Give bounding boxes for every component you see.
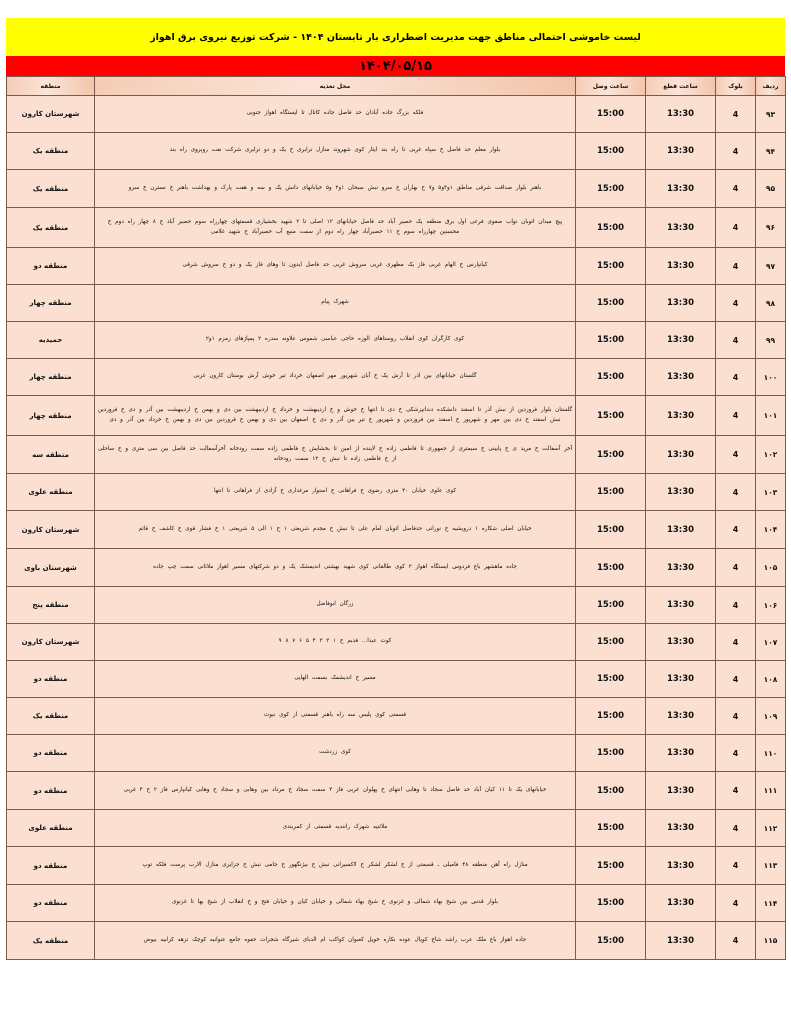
cell-block: 4 — [716, 810, 756, 847]
cell-off-time: 13:30 — [646, 96, 716, 133]
cell-radif: ۹۹ — [756, 322, 786, 359]
cell-place: مسیر خ اندیشمک بسمت الهایی — [95, 661, 576, 698]
table-row — [7, 587, 786, 624]
cell-region: منطقه یک — [7, 208, 95, 248]
cell-on-time: 15:00 — [576, 624, 646, 661]
schedule-date: ۱۴۰۴/۰۵/۱۵ — [359, 58, 432, 74]
cell-radif: ۱۰۵ — [756, 549, 786, 587]
cell-place: کوی علوی خیابان ۴۰ متری رضوی خ فراهانی خ استوار مرغداری خ آزادی از فراهانی تا انتها — [95, 474, 576, 511]
table-body — [7, 96, 786, 960]
header-radif: ردیف — [756, 77, 786, 96]
cell-region: منطقه دو — [7, 885, 95, 922]
cell-place: کوت عبدا... قدیم خ ۱ ۲ ۳ ۴ ۵ ۶ ۷ ۸ ۹ — [95, 624, 576, 661]
cell-region: منطقه دو — [7, 248, 95, 285]
cell-region: منطقه دو — [7, 847, 95, 885]
cell-off-time: 13:30 — [646, 772, 716, 810]
cell-place: خیابانهای یک تا ۱۱ کیان آباد حد فاصل سجاد تا وهابی انتهای خ پهلوان غربی فاز ۳ سمت سجاد خ مرداد بین وهابی و سجاد خ وهابی کیانپارس فاز ۲ خ ۴ غربی — [95, 772, 576, 810]
table-row — [7, 624, 786, 661]
header-on-time: ساعت وصل — [576, 77, 646, 96]
cell-radif: ۱۰۴ — [756, 511, 786, 549]
cell-radif: ۱۰۲ — [756, 436, 786, 474]
cell-block: 4 — [716, 208, 756, 248]
cell-off-time: 13:30 — [646, 885, 716, 922]
cell-off-time: 13:30 — [646, 359, 716, 396]
page-title: لیست خاموشی احتمالی مناطق جهت مدیریت اضطراری بار تابستان ۱۴۰۴ - شرکت توزیع نیروی برق اهواز — [150, 31, 641, 43]
table-row — [7, 735, 786, 772]
cell-radif: ۱۰۶ — [756, 587, 786, 624]
cell-region: منطقه دو — [7, 772, 95, 810]
cell-radif: ۹۸ — [756, 285, 786, 322]
cell-block: 4 — [716, 772, 756, 810]
title-banner — [6, 18, 785, 56]
cell-on-time: 15:00 — [576, 847, 646, 885]
cell-place: زرگان ابوفاضل — [95, 587, 576, 624]
cell-region: منطقه یک — [7, 170, 95, 208]
cell-block: 4 — [716, 474, 756, 511]
cell-place: ملاثنیه شهرک رانندیه قسمتی از کمربندی — [95, 810, 576, 847]
cell-off-time: 13:30 — [646, 208, 716, 248]
cell-radif: ۱۰۷ — [756, 624, 786, 661]
cell-on-time: 15:00 — [576, 810, 646, 847]
cell-radif: ۱۱۵ — [756, 922, 786, 960]
cell-block: 4 — [716, 285, 756, 322]
table-row — [7, 322, 786, 359]
cell-region: منطقه سه — [7, 436, 95, 474]
cell-on-time: 15:00 — [576, 208, 646, 248]
cell-region: منطقه چهار — [7, 285, 95, 322]
cell-place: کوی زردشت — [95, 735, 576, 772]
cell-block: 4 — [716, 511, 756, 549]
table-row — [7, 661, 786, 698]
header-place: محل تغذیه — [95, 77, 576, 96]
cell-off-time: 13:30 — [646, 133, 716, 170]
cell-on-time: 15:00 — [576, 885, 646, 922]
cell-on-time: 15:00 — [576, 359, 646, 396]
cell-place: بلوار معلم حد فاصل خ سپاه غربی تا راه بند ایثار کوی شهروند منازل ترابری خ یک و دو ترابری شرکت نفت روبروی راه بند — [95, 133, 576, 170]
cell-block: 4 — [716, 922, 756, 960]
cell-block: 4 — [716, 170, 756, 208]
cell-radif: ۹۴ — [756, 133, 786, 170]
cell-radif: ۱۰۳ — [756, 474, 786, 511]
cell-block: 4 — [716, 847, 756, 885]
cell-region: منطقه دو — [7, 661, 95, 698]
cell-radif: ۱۰۸ — [756, 661, 786, 698]
cell-on-time: 15:00 — [576, 922, 646, 960]
cell-place: منازل راه آهن منطقه ۴۸ فامیلی ـ قسمتی از خ لشکر لشکر خ لاکسیرانی نبش خ بیژنگهور خ جامی نبش خ جزایری منازل الارب پرست فلکه توپ — [95, 847, 576, 885]
cell-place: قسمتی کوی پلیس سه راه باهنر قسمتی از کوی نبوت — [95, 698, 576, 735]
table-row — [7, 511, 786, 549]
cell-block: 4 — [716, 248, 756, 285]
cell-block: 4 — [716, 587, 756, 624]
table-row — [7, 847, 786, 885]
cell-place: کیانپارس خ الهام غربی فاز یک مطهری غربی سروش غربی حد فاصل ایدون تا وهای فاز یک و دو خ سروش شرقی — [95, 248, 576, 285]
cell-radif: ۱۰۰ — [756, 359, 786, 396]
cell-off-time: 13:30 — [646, 170, 716, 208]
cell-block: 4 — [716, 549, 756, 587]
cell-radif: ۱۱۴ — [756, 885, 786, 922]
cell-place: جاده ماهشهر باغ فردوس ایستگاه اهواز ۲ کوی طالقانی کوی شهید بهشتی اندیمشک یک و دو شرکتهای مسیر اهواز ملاثانی سمت چپ جاده — [95, 549, 576, 587]
cell-block: 4 — [716, 436, 756, 474]
cell-off-time: 13:30 — [646, 922, 716, 960]
table-row — [7, 885, 786, 922]
cell-region: منطقه یک — [7, 922, 95, 960]
cell-radif: ۹۵ — [756, 170, 786, 208]
cell-block: 4 — [716, 133, 756, 170]
cell-radif: ۱۱۲ — [756, 810, 786, 847]
cell-off-time: 13:30 — [646, 322, 716, 359]
cell-on-time: 15:00 — [576, 396, 646, 436]
cell-off-time: 13:30 — [646, 661, 716, 698]
table-row — [7, 436, 786, 474]
cell-block: 4 — [716, 885, 756, 922]
cell-radif: ۱۰۹ — [756, 698, 786, 735]
cell-region: منطقه چهار — [7, 396, 95, 436]
header-region: منطقه — [7, 77, 95, 96]
cell-region: منطقه دو — [7, 735, 95, 772]
cell-radif: ۱۰۱ — [756, 396, 786, 436]
cell-off-time: 13:30 — [646, 436, 716, 474]
cell-place: شهرک پیام — [95, 285, 576, 322]
cell-block: 4 — [716, 96, 756, 133]
cell-region: شهرستان کارون — [7, 511, 95, 549]
cell-off-time: 13:30 — [646, 549, 716, 587]
outage-table — [6, 76, 786, 960]
cell-off-time: 13:30 — [646, 624, 716, 661]
cell-place: کوی کارگران کوی انقلاب روستاهای الوزه حاجی عباسی شموس علاونه سدره ۲ پمپاژهای زمزم ۱و۲ — [95, 322, 576, 359]
cell-radif: ۱۱۰ — [756, 735, 786, 772]
table-row — [7, 133, 786, 170]
table-row — [7, 170, 786, 208]
cell-region: حمیدیه — [7, 322, 95, 359]
cell-place: پیچ میدان اتوبان نواب صفوی فرعی اول برق منطقه یک حصیر آباد حد فاصل خیابانهای ۱۲ اصلی تا ۲ شهید بخشیاری قسمتهای چهارراه سوم حصیر آباد خ ۸ چهار راه دوم خ محسنین چهارراه سوم خ ۱۱ حصیرآباد چهار راه دوم از سمت منبع آب حصیرآباد خ شهید غلامی — [95, 208, 576, 248]
cell-region: منطقه یک — [7, 698, 95, 735]
cell-off-time: 13:30 — [646, 396, 716, 436]
cell-on-time: 15:00 — [576, 735, 646, 772]
cell-block: 4 — [716, 661, 756, 698]
cell-block: 4 — [716, 624, 756, 661]
table-row — [7, 698, 786, 735]
cell-radif: ۹۳ — [756, 96, 786, 133]
cell-region: منطقه پنج — [7, 587, 95, 624]
cell-on-time: 15:00 — [576, 511, 646, 549]
cell-on-time: 15:00 — [576, 285, 646, 322]
cell-place: آخر آسفالت خ مرید ی خ پایینی خ سیمتری از جمهوری تا فاطمی زاده خ لاینده از امین تا بخشایش خ فاطمی زاده سمت رودخانه آخرآسفالت حد فاصل بین سی متری و خ ساحلی از خ فاطمی زاده تا نبش خ ۱۲ سمت رودخانه — [95, 436, 576, 474]
table-header-row — [7, 77, 786, 96]
cell-place: بلوار قدس بین شیخ بهاء شمالی و غزنوی خ شیخ بهاء شمالی و خیابان کیان و خیابان فتح و خ انقلاب از شیخ بها تا غزنوی — [95, 885, 576, 922]
table-row — [7, 396, 786, 436]
cell-on-time: 15:00 — [576, 474, 646, 511]
cell-on-time: 15:00 — [576, 549, 646, 587]
cell-off-time: 13:30 — [646, 474, 716, 511]
cell-on-time: 15:00 — [576, 772, 646, 810]
cell-off-time: 13:30 — [646, 587, 716, 624]
table-row — [7, 810, 786, 847]
header-off-time: ساعت قطع — [646, 77, 716, 96]
cell-radif: ۱۱۳ — [756, 847, 786, 885]
table-row — [7, 248, 786, 285]
cell-region: شهرستان کارون — [7, 624, 95, 661]
cell-block: 4 — [716, 735, 756, 772]
cell-on-time: 15:00 — [576, 587, 646, 624]
cell-place: جاده اهواز باغ ملک عرب راشد شاخ کوپال عوده نکاره خویل کعبوان کواکب ام الدبای شیرگاه شجرات حفوه جامع عنوانیه کوچک نزهه کرابیه بیوض — [95, 922, 576, 960]
cell-place: باهنر بلوار صداقت شرقی مناطق ۱و۳و۵ و۷ خ بهاران خ سرو نبش سبحان ۱و۲ و۵ خیابانهای دانش یک و سه و هفت پارک و بهداشت باهنر خ نسترن خ سرو — [95, 170, 576, 208]
cell-block: 4 — [716, 359, 756, 396]
table-row — [7, 474, 786, 511]
cell-on-time: 15:00 — [576, 322, 646, 359]
cell-region: منطقه یک — [7, 133, 95, 170]
cell-on-time: 15:00 — [576, 248, 646, 285]
cell-off-time: 13:30 — [646, 511, 716, 549]
cell-region: منطقه علوی — [7, 810, 95, 847]
cell-on-time: 15:00 — [576, 96, 646, 133]
table-row — [7, 549, 786, 587]
cell-off-time: 13:30 — [646, 847, 716, 885]
cell-region: منطقه چهار — [7, 359, 95, 396]
cell-on-time: 15:00 — [576, 698, 646, 735]
cell-off-time: 13:30 — [646, 248, 716, 285]
cell-block: 4 — [716, 322, 756, 359]
cell-place: گلستان بلوار فروردین از نبش آذر تا اسفند دانشکده دندانپزشکی خ دی تا انتها خ خوش و خ اردیبهشت و خرداد خ اردیبهشت بین دی و بهمن خ اردیبهشت بین آذر و دی خ فروردین نبش اسفند خ دی بین مهر و شهریور خ اسفند بین فروردین و شهریور خ تیر بین آذر و دی خ اصفهان بین دی و بهمن خ فروردین بین دی و بهمن خ خرداد بین آذر و دی — [95, 396, 576, 436]
cell-on-time: 15:00 — [576, 133, 646, 170]
cell-on-time: 15:00 — [576, 170, 646, 208]
cell-radif: ۹۶ — [756, 208, 786, 248]
cell-off-time: 13:30 — [646, 285, 716, 322]
table-row — [7, 285, 786, 322]
cell-radif: ۱۱۱ — [756, 772, 786, 810]
cell-region: شهرستان باوی — [7, 549, 95, 587]
cell-block: 4 — [716, 396, 756, 436]
table-row — [7, 359, 786, 396]
cell-off-time: 13:30 — [646, 698, 716, 735]
table-row — [7, 922, 786, 960]
table-row — [7, 208, 786, 248]
cell-place: خیابان اصلی شکاره ۱ درویشیه خ نورانی حدفاصل اتوبان امام علی تا نبش خ مجدم شریعتی ۱ خ ۱ الی ۵ شریعتی ۱ خ فشار قوی خ کاشف خ قائم — [95, 511, 576, 549]
cell-on-time: 15:00 — [576, 436, 646, 474]
cell-block: 4 — [716, 698, 756, 735]
cell-off-time: 13:30 — [646, 735, 716, 772]
cell-place: فلکه بزرگ جاده آبادان حد فاصل جاده کانال تا ایستگاه اهواز جنوبی — [95, 96, 576, 133]
table-row — [7, 772, 786, 810]
cell-region: منطقه علوی — [7, 474, 95, 511]
header-block: بلوک — [716, 77, 756, 96]
table-row — [7, 96, 786, 133]
date-banner — [6, 56, 785, 76]
cell-region: شهرستان کارون — [7, 96, 95, 133]
cell-radif: ۹۷ — [756, 248, 786, 285]
cell-place: گلستان خیابانهای بین اذر تا آرش یک خ آبان شهریور مهر اصفهان خرداد تیر خوش آرش بوستان کارون غربی — [95, 359, 576, 396]
cell-off-time: 13:30 — [646, 810, 716, 847]
cell-on-time: 15:00 — [576, 661, 646, 698]
